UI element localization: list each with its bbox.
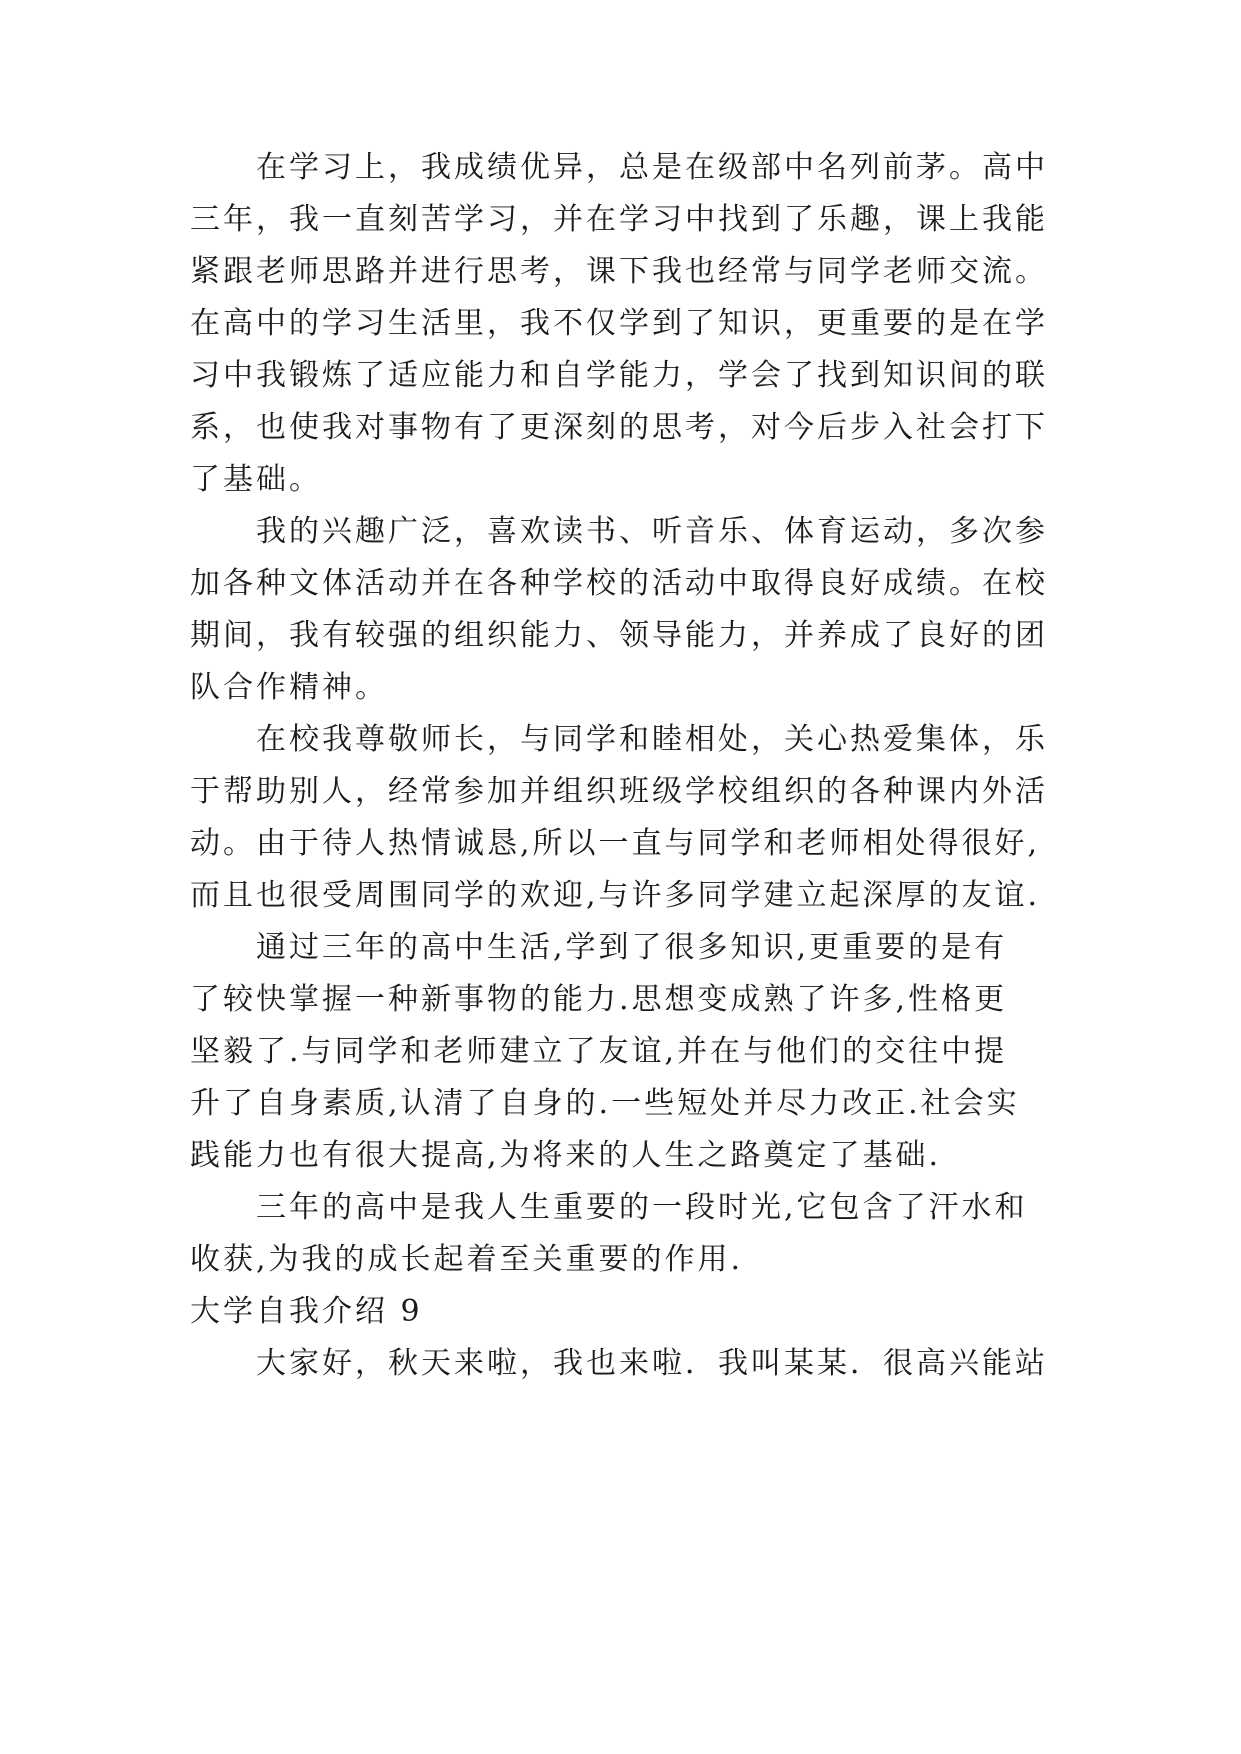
paragraph-4-line-4: 升了自身素质,认清了自身的.一些短处并尽力改正.社会实 — [190, 1086, 1020, 1121]
paragraph-4-line-5: 践能力也有很大提高,为将来的人生之路奠定了基础. — [190, 1138, 942, 1173]
paragraph-3-line-1: 在校我尊敬师长，与同学和睦相处，关心热爱集体，乐 — [256, 722, 1048, 757]
paragraph-1-line-4: 在高中的学习生活里，我不仅学到了知识，更重要的是在学 — [190, 306, 1048, 341]
paragraph-1-line-7: 了基础。 — [190, 462, 322, 497]
paragraph-2-line-3: 期间，我有较强的组织能力、领导能力，并养成了良好的团 — [190, 618, 1048, 653]
paragraph-2-line-2: 加各种文体活动并在各种学校的活动中取得良好成绩。在校 — [190, 566, 1048, 601]
paragraph-3-line-3: 动。由于待人热情诚恳,所以一直与同学和老师相处得很好, — [190, 826, 1041, 861]
section-heading: 大学自我介绍 9 — [190, 1294, 423, 1329]
paragraph-4-line-1: 通过三年的高中生活,学到了很多知识,更重要的是有 — [256, 930, 1008, 965]
paragraph-2-line-4: 队合作精神。 — [190, 670, 388, 705]
paragraph-5-line-1: 三年的高中是我人生重要的一段时光,它包含了汗水和 — [256, 1190, 1028, 1225]
paragraph-4-line-2: 了较快掌握一种新事物的能力.思想变成熟了许多,性格更 — [190, 982, 1008, 1017]
paragraph-3-line-2: 于帮助别人，经常参加并组织班级学校组织的各种课内外活 — [190, 774, 1048, 809]
paragraph-5-line-2: 收获,为我的成长起着至关重要的作用. — [190, 1242, 744, 1277]
paragraph-4-line-3: 坚毅了.与同学和老师建立了友谊,并在与他们的交往中提 — [190, 1034, 1008, 1069]
paragraph-1-line-5: 习中我锻炼了适应能力和自学能力，学会了找到知识间的联 — [190, 358, 1048, 393]
paragraph-1-line-6: 系，也使我对事物有了更深刻的思考，对今后步入社会打下 — [190, 410, 1048, 445]
paragraph-6-line-1: 大家好，秋天来啦，我也来啦．我叫某某．很高兴能站 — [256, 1346, 1048, 1381]
paragraph-1-line-1: 在学习上，我成绩优异，总是在级部中名列前茅。高中 — [256, 150, 1048, 185]
paragraph-1-line-2: 三年，我一直刻苦学习，并在学习中找到了乐趣，课上我能 — [190, 202, 1048, 237]
paragraph-3-line-4: 而且也很受周围同学的欢迎,与许多同学建立起深厚的友谊. — [190, 878, 1041, 913]
paragraph-2-line-1: 我的兴趣广泛，喜欢读书、听音乐、体育运动，多次参 — [256, 514, 1048, 549]
paragraph-1-line-3: 紧跟老师思路并进行思考，课下我也经常与同学老师交流。 — [190, 254, 1048, 289]
